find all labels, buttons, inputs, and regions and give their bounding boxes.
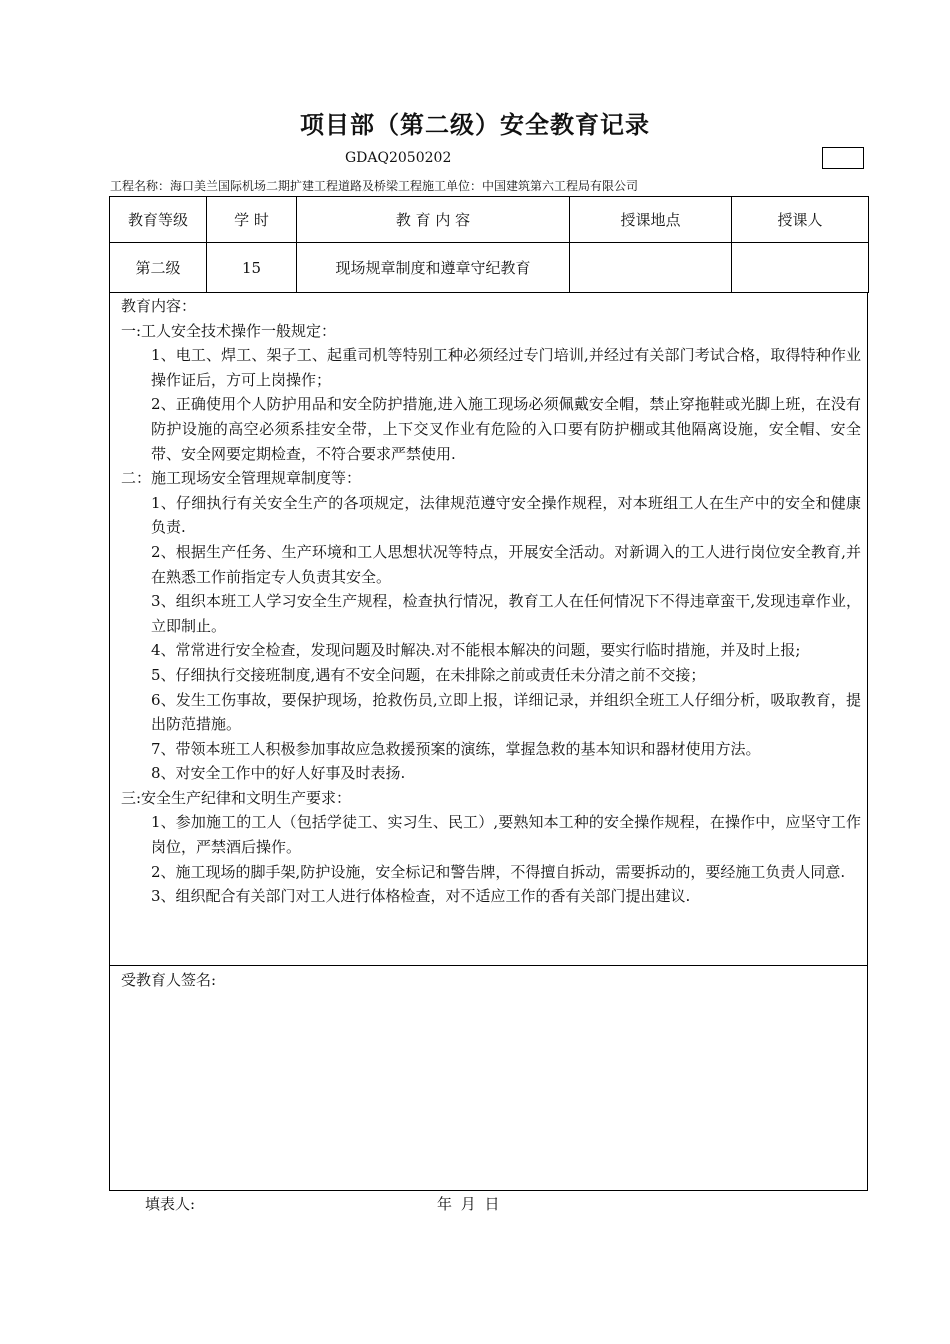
table-header-row — [110, 197, 869, 243]
cell-education-level: 第二级 — [110, 243, 207, 293]
section-heading: 一:工人安全技术操作一般规定： — [121, 321, 337, 340]
header-hours: 学 时 — [207, 197, 297, 243]
course-info-table — [109, 196, 869, 293]
signature-section — [109, 965, 868, 1191]
list-item: 2、正确使用个人防护用品和安全防护措施,进入施工现场必须佩戴安全帽，禁止穿拖鞋或光脚上班，在没有防护设施的高空必须系挂安全带，上下交叉作业有危险的入口要有防护棚或其他隔离设施，安全帽、安全带、安全网要定期检查，不符合要求严禁使用. — [151, 395, 861, 463]
section-heading: 二：施工现场安全管理规章制度等： — [121, 469, 362, 488]
header-education-level: 教育等级 — [110, 197, 207, 243]
list-item: 1、参加施工的工人（包括学徒工、实习生、民工）,要熟知本工种的安全操作规程，在操作中，应坚守工作岗位，严禁酒后操作。 — [151, 813, 861, 857]
list-item: 2、施工现场的脚手架,防护设施，安全标记和警告牌，不得擅自拆动，需要拆动的，要经施工负责人同意. — [151, 862, 846, 881]
section-heading: 三:安全生产纪律和文明生产要求： — [121, 788, 352, 807]
list-item: 3、组织配合有关部门对工人进行体格检查，对不适应工作的香有关部门提出建议. — [151, 887, 691, 906]
education-content-section — [109, 292, 868, 966]
cell-instructor — [732, 243, 869, 293]
document-title: 项目部（第二级）安全教育记录 — [300, 110, 650, 139]
list-item: 1、电工、焊工、架子工、起重司机等特别工种必须经过专门培训,并经过有关部门考试合格，取得特种作业操作证后，方可上岗操作； — [151, 346, 861, 389]
signature-label: 受教育人签名: — [121, 971, 217, 989]
header-content: 教 育 内 容 — [297, 197, 570, 243]
education-content-text — [121, 294, 861, 909]
list-item: 7、带领本班工人积极参加事故应急救援预案的演练，掌握急救的基本知识和器材使用方法。 — [151, 739, 761, 758]
content-heading: 教育内容： — [121, 297, 197, 315]
list-item: 4、常常进行安全检查，发现问题及时解决.对不能根本解决的问题，要实行临时措施，并及时上报; — [151, 641, 801, 660]
list-item: 1、仔细执行有关安全生产的各项规定，法律规范遵守安全操作规程，对本班组工人在生产中的安全和健康负责. — [151, 493, 861, 537]
list-item: 5、仔细执行交接班制度,遇有不安全问题，在未排除之前或责任未分清之前不交接； — [151, 665, 706, 684]
date-label: 年 月 日 — [437, 1195, 502, 1213]
table-row — [110, 243, 869, 293]
list-item: 3、组织本班工人学习安全生产规程，检查执行情况，教育工人在任何情况下不得违章蛮干,发现违章作业，立即制止。 — [151, 592, 861, 635]
cell-hours: 15 — [207, 243, 297, 293]
header-location: 授课地点 — [570, 197, 732, 243]
document-code: GDAQ2050202 — [345, 150, 452, 166]
list-item: 8、对安全工作中的好人好事及时表扬. — [151, 764, 406, 783]
serial-number-box — [822, 147, 864, 169]
header-instructor: 授课人 — [732, 197, 869, 243]
filler-label: 填表人: — [145, 1195, 196, 1213]
cell-location — [570, 243, 732, 293]
cell-content: 现场规章制度和遵章守纪教育 — [297, 243, 570, 293]
list-item: 6、发生工伤事故，要保护现场，抢救伤员,立即上报，详细记录，并组织全班工人仔细分析，吸取教育，提出防范措施。 — [151, 690, 861, 734]
list-item: 2、根据生产任务、生产环境和工人思想状况等特点，开展安全活动。对新调入的工人进行岗位安全教育,并在熟悉工作前指定专人负责其安全。 — [151, 542, 861, 586]
project-info: 工程名称：海口美兰国际机场二期扩建工程道路及桥梁工程施工单位：中国建筑第六工程局有限公司 — [110, 179, 639, 193]
